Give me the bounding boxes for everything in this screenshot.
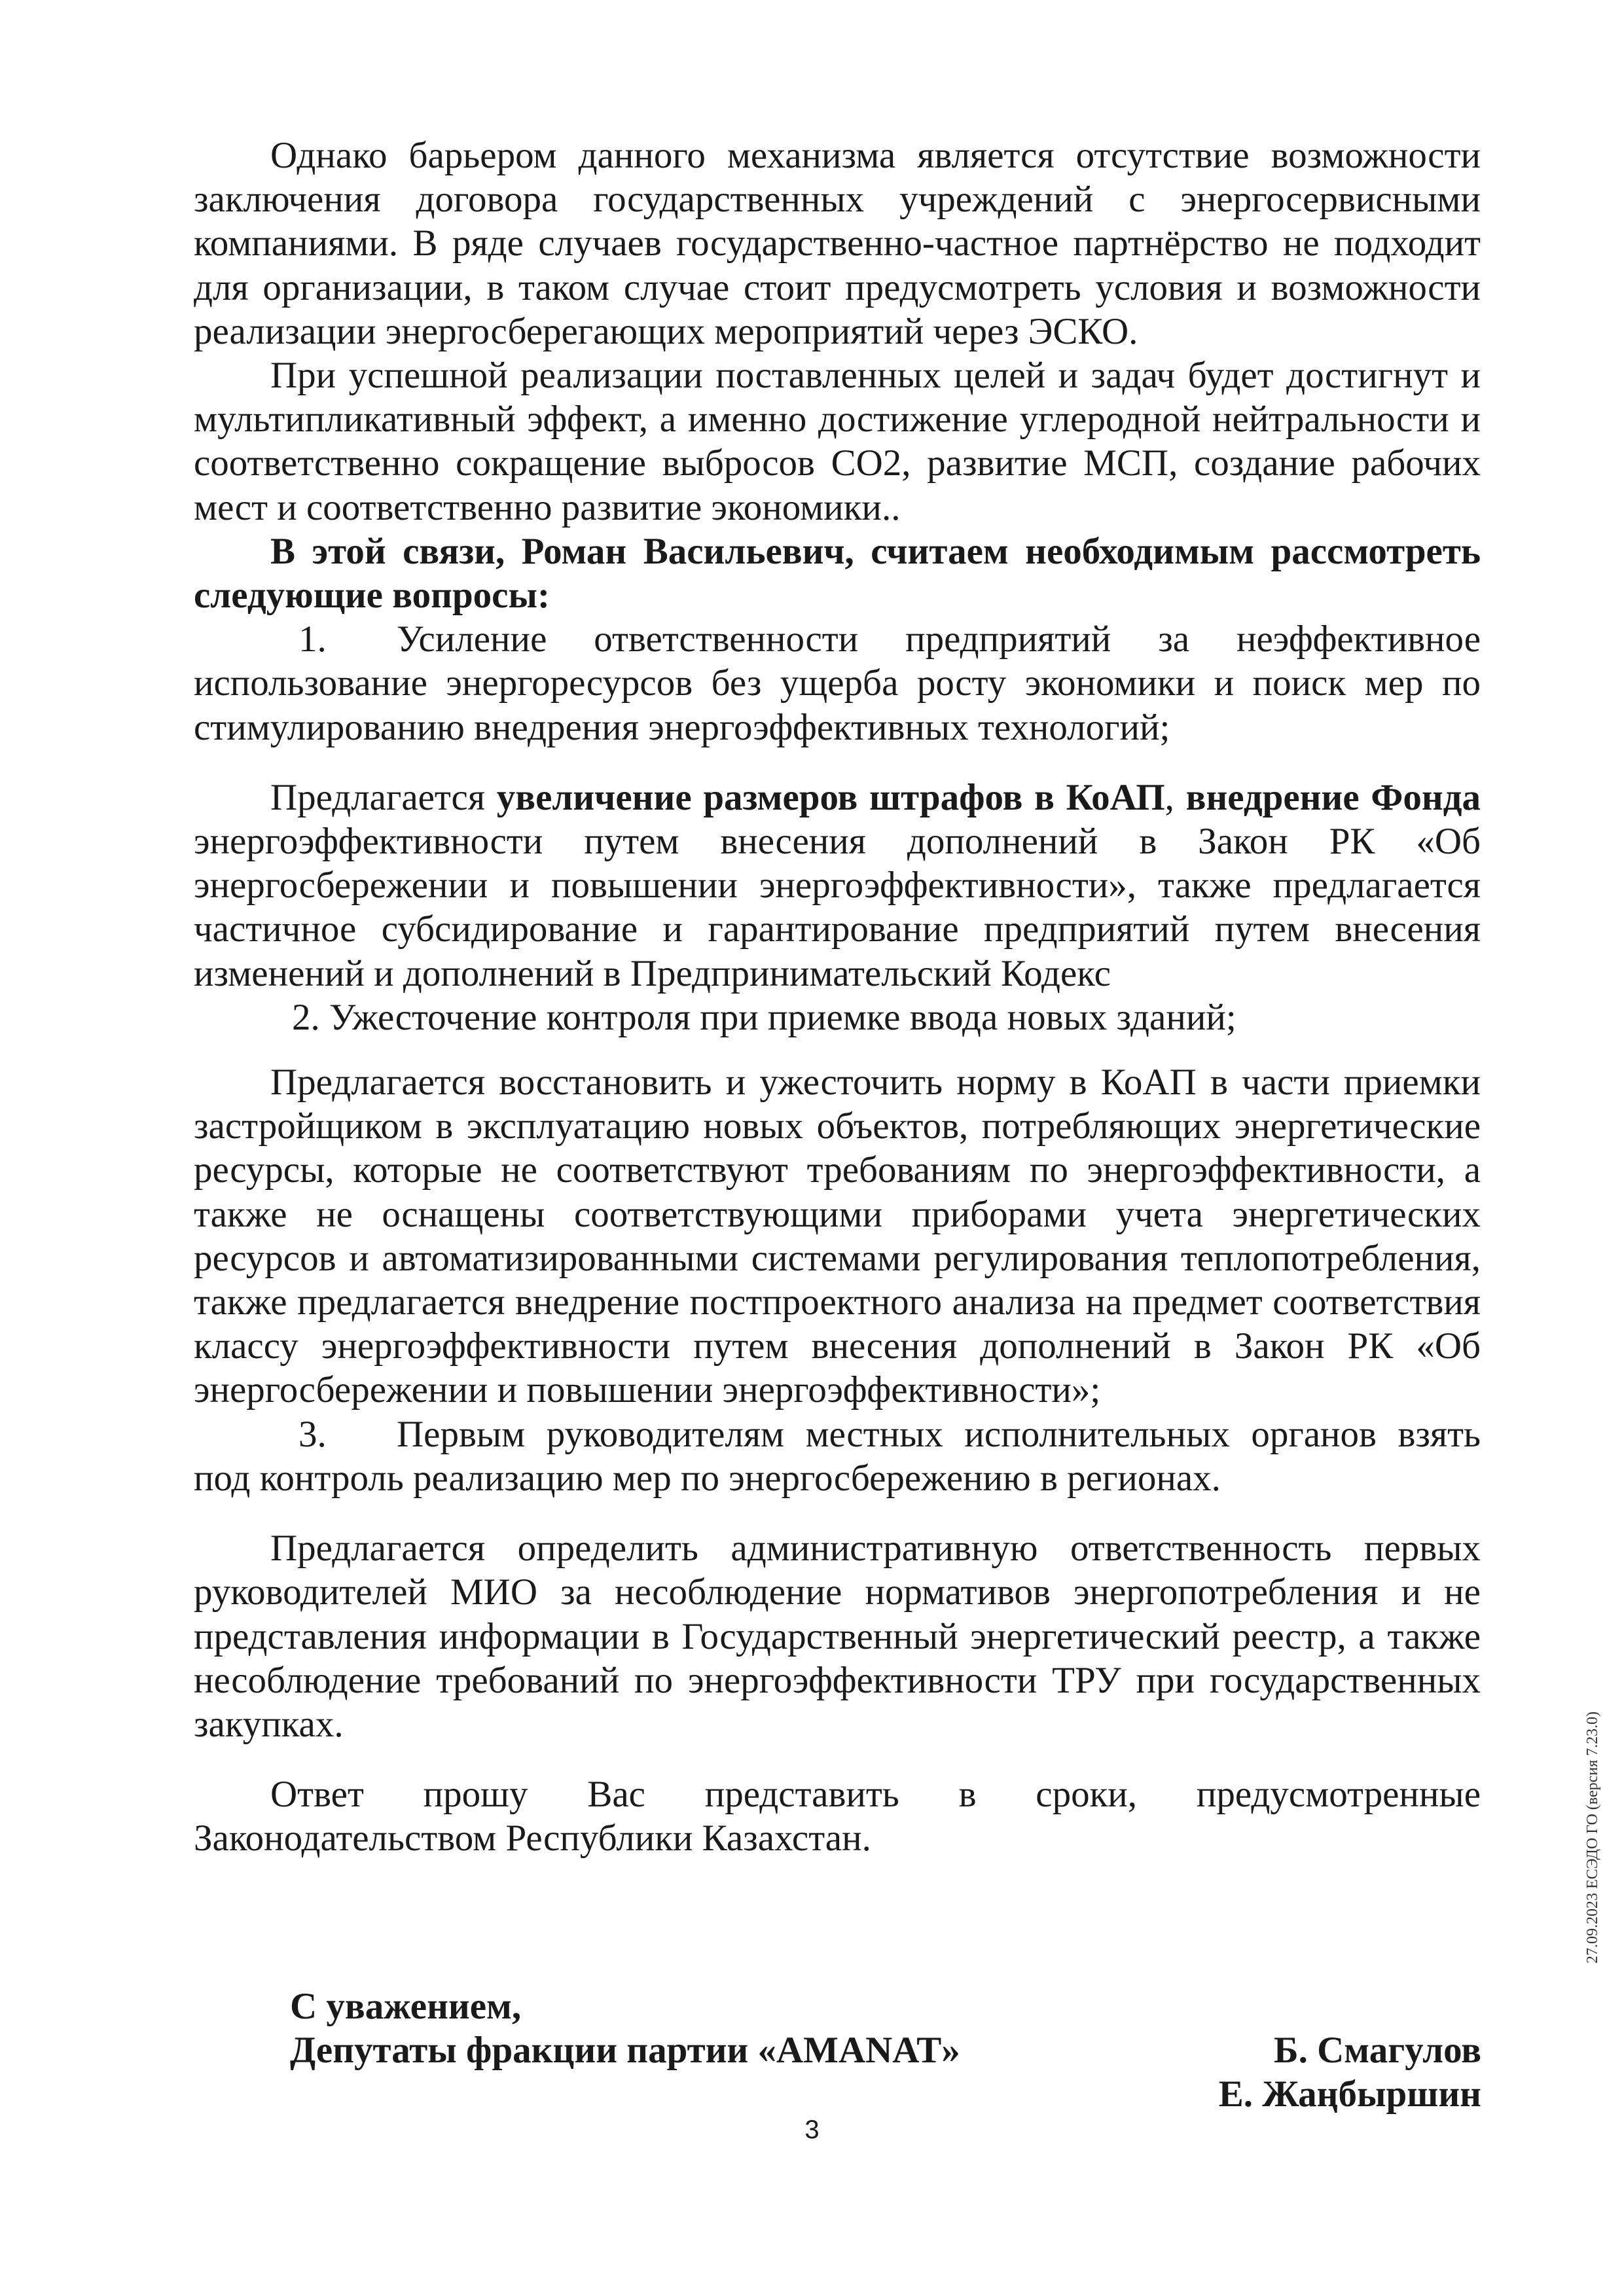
closing-paragraph: Ответ прошу Вас представить в сроки, предусмотренные Законодательством Республики Казахстан.: [194, 1774, 1481, 1859]
list-item-1-text: Усиление ответственности предприятий за неэффективное использование энергоресурсов без ущерба росту экономики и поиск мер по стимулированию внедрения энергоэффективных технологий;: [194, 619, 1481, 748]
proposal-1-bold-fines: увеличение размеров штрафов в КоАП: [496, 776, 1165, 818]
margin-registration-stamp: 27.09.2023 ЕСЭДО ГО (версия 7.23.0): [1584, 1711, 1601, 1964]
paragraph-effect: При успешной реализации поставленных целей и задач будет достигнут и мультипликативный эффект, а именно достижение углеродной нейтральности и соответственно сокращение выбросов СО2, развитие МСП, создание рабочих мест и соответственно развитие экономики..: [194, 355, 1481, 528]
list-item-3-number: 3.: [298, 1413, 327, 1455]
signoff-row: [290, 2028, 1481, 2116]
signer-1: Б. Смагулов: [1273, 2030, 1481, 2071]
list-item-2: 2. Ужесточение контроля при приемке ввода новых зданий;: [292, 996, 1236, 1038]
list-item-1: [194, 617, 1481, 749]
paragraph-barrier: Однако барьером данного механизма является отсутствие возможности заключения договора государственных учреждений с энергосервисными компаниями. В ряде случаев государственно-частное партнёрство не подходит для организации, в таком случае стоит предусмотреть условия и возможности реализации энергосберегающих мероприятий через ЭСКО.: [194, 135, 1481, 352]
signoff-group: Депутаты фракции партии «AMANAT»: [290, 2030, 960, 2071]
proposal-1-bold-fund: внедрение Фонда: [1185, 776, 1481, 818]
proposal-1: [194, 776, 1481, 996]
proposal-1-lead: Предлагается: [270, 776, 497, 818]
signers: [1219, 2028, 1481, 2116]
proposal-3: Предлагается определить административную ответственность первых руководителей МИО за несоблюдение нормативов энергопотребления и не представления информации в Государственный энергетический реестр, а также несоблюдение требований по энергоэффективности ТРУ при государственных закупках.: [194, 1528, 1481, 1745]
document-body: [194, 134, 1481, 1861]
list-item-3: [194, 1412, 1481, 1500]
signer-2: Е. Жаңбыршин: [1218, 2073, 1481, 2115]
proposal-2: Предлагается восстановить и ужесточить норму в КоАП в части приемки застройщиком в эксплуатацию новых объектов, потребляющих энергетические ресурсы, которые не соответствуют требованиям по энергоэффективности, а также не оснащены соответствующими приборами учета энергетических ресурсов и автоматизированными системами регулирования теплопотребления, также предлагается внедрение постпроектного анализа на предмет соответствия классу энергоэффективности путем внесения дополнений в Закон РК «Об энергосбережении и повышении энергоэффективности»;: [194, 1062, 1481, 1411]
list-item-1-number: 1.: [298, 619, 327, 660]
paragraph-request-intro: [194, 529, 1481, 617]
proposal-1-comma: ,: [1164, 776, 1186, 818]
request-intro-bold: В этой связи, Роман Васильевич, считаем необходимым рассмотреть следующие вопросы:: [194, 530, 1481, 617]
signoff-greeting: С уважением,: [290, 1986, 522, 2027]
signoff-block: [290, 1984, 1481, 2116]
list-item-3-text: Первым руководителям местных исполнительных органов взять под контроль реализацию мер по энергосбережению в регионах.: [194, 1413, 1481, 1499]
proposal-1-rest: энергоэффективности путем внесения дополнений в Закон РК «Об энергосбережении и повышении энергоэффективности», также предлагается частичное субсидирование и гарантирование предприятий путем внесения изменений и дополнений в Предпринимательский Кодекс: [194, 821, 1481, 994]
page-number: 3: [804, 2115, 820, 2144]
